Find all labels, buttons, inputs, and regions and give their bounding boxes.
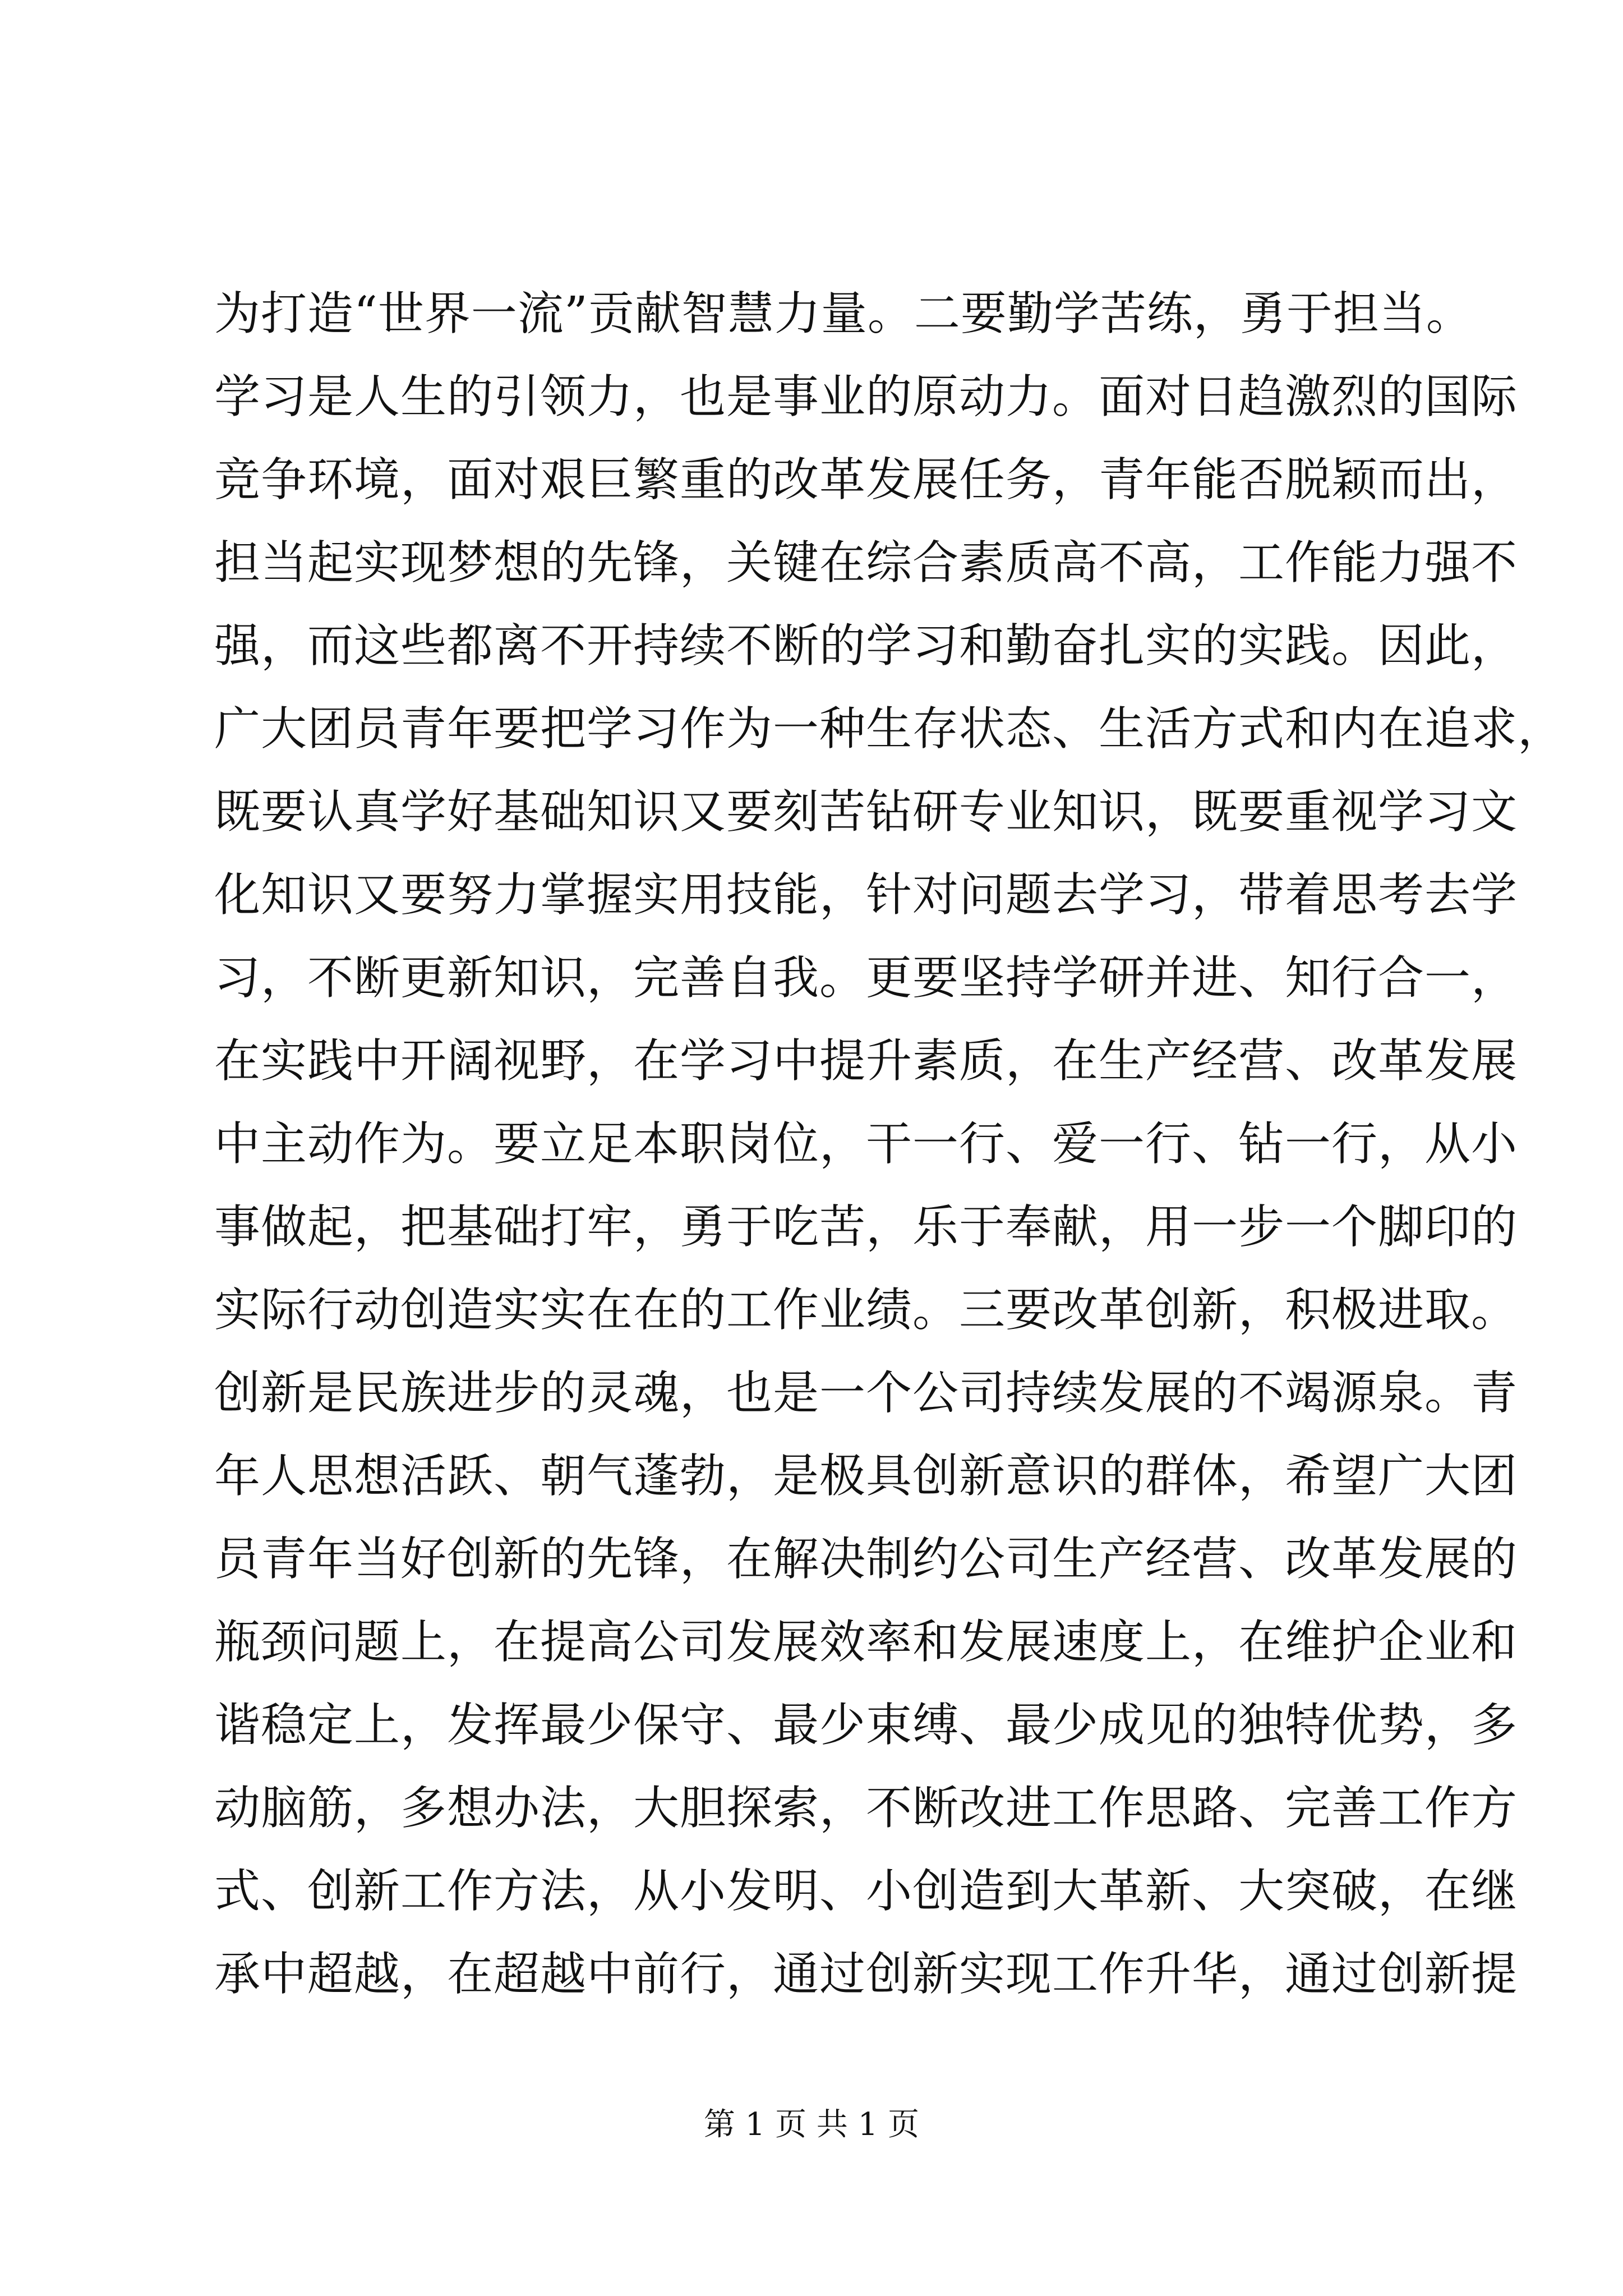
- text-line: 化知识又要努力掌握实用技能，针对问题去学习，带着思考去学: [214, 868, 1518, 922]
- text-line: 事做起，把基础打牢，勇于吃苦，乐于奉献，用一步一个脚印的: [214, 1200, 1518, 1254]
- text-line: 创新是民族进步的灵魂，也是一个公司持续发展的不竭源泉。青: [214, 1366, 1518, 1420]
- text-line: 学习是人生的引领力，也是事业的原动力。面对日趋激烈的国际: [214, 370, 1518, 424]
- text-line: 实际行动创造实实在在的工作业绩。三要改革创新，积极进取。: [214, 1283, 1518, 1337]
- text-line: 习，不断更新知识，完善自我。更要坚持学研并进、知行合一，: [214, 951, 1518, 1005]
- text-line: 承中超越，在超越中前行，通过创新实现工作升华，通过创新提: [214, 1948, 1518, 2001]
- text-line: 员青年当好创新的先锋，在解决制约公司生产经营、改革发展的: [214, 1533, 1518, 1586]
- text-line: 动脑筋，多想办法，大胆探索，不断改进工作思路、完善工作方: [214, 1782, 1518, 1835]
- text-line: 竞争环境，面对艰巨繁重的改革发展任务，青年能否脱颖而出，: [214, 453, 1518, 507]
- text-line: 中主动作为。要立足本职岗位，干一行、爱一行、钻一行，从小: [214, 1117, 1518, 1171]
- text-line: 为打造“世界一流”贡献智慧力量。二要勤学苦练，勇于担当。: [214, 287, 1473, 341]
- body-text: [214, 273, 1565, 2016]
- text-line: 年人思想活跃、朝气蓬勃，是极具创新意识的群体，希望广大团: [214, 1450, 1518, 1503]
- text-line: 广大团员青年要把学习作为一种生存状态、生活方式和内在追求，: [214, 702, 1565, 756]
- text-line: 式、创新工作方法，从小发明、小创造到大革新、大突破，在继: [214, 1865, 1518, 1918]
- text-line: 谐稳定上，发挥最少保守、最少束缚、最少成见的独特优势，多: [214, 1699, 1518, 1752]
- text-line: 担当起实现梦想的先锋，关键在综合素质高不高，工作能力强不: [214, 536, 1518, 590]
- text-line: 既要认真学好基础知识又要刻苦钻研专业知识，既要重视学习文: [214, 785, 1518, 839]
- text-line: 瓶颈问题上，在提高公司发展效率和发展速度上，在维护企业和: [214, 1616, 1518, 1669]
- text-line: 在实践中开阔视野，在学习中提升素质，在生产经营、改革发展: [214, 1034, 1518, 1088]
- text-line: 强，而这些都离不开持续不断的学习和勤奋扎实的实践。因此，: [214, 619, 1518, 673]
- page-footer: 第 1 页 共 1 页: [703, 2106, 920, 2143]
